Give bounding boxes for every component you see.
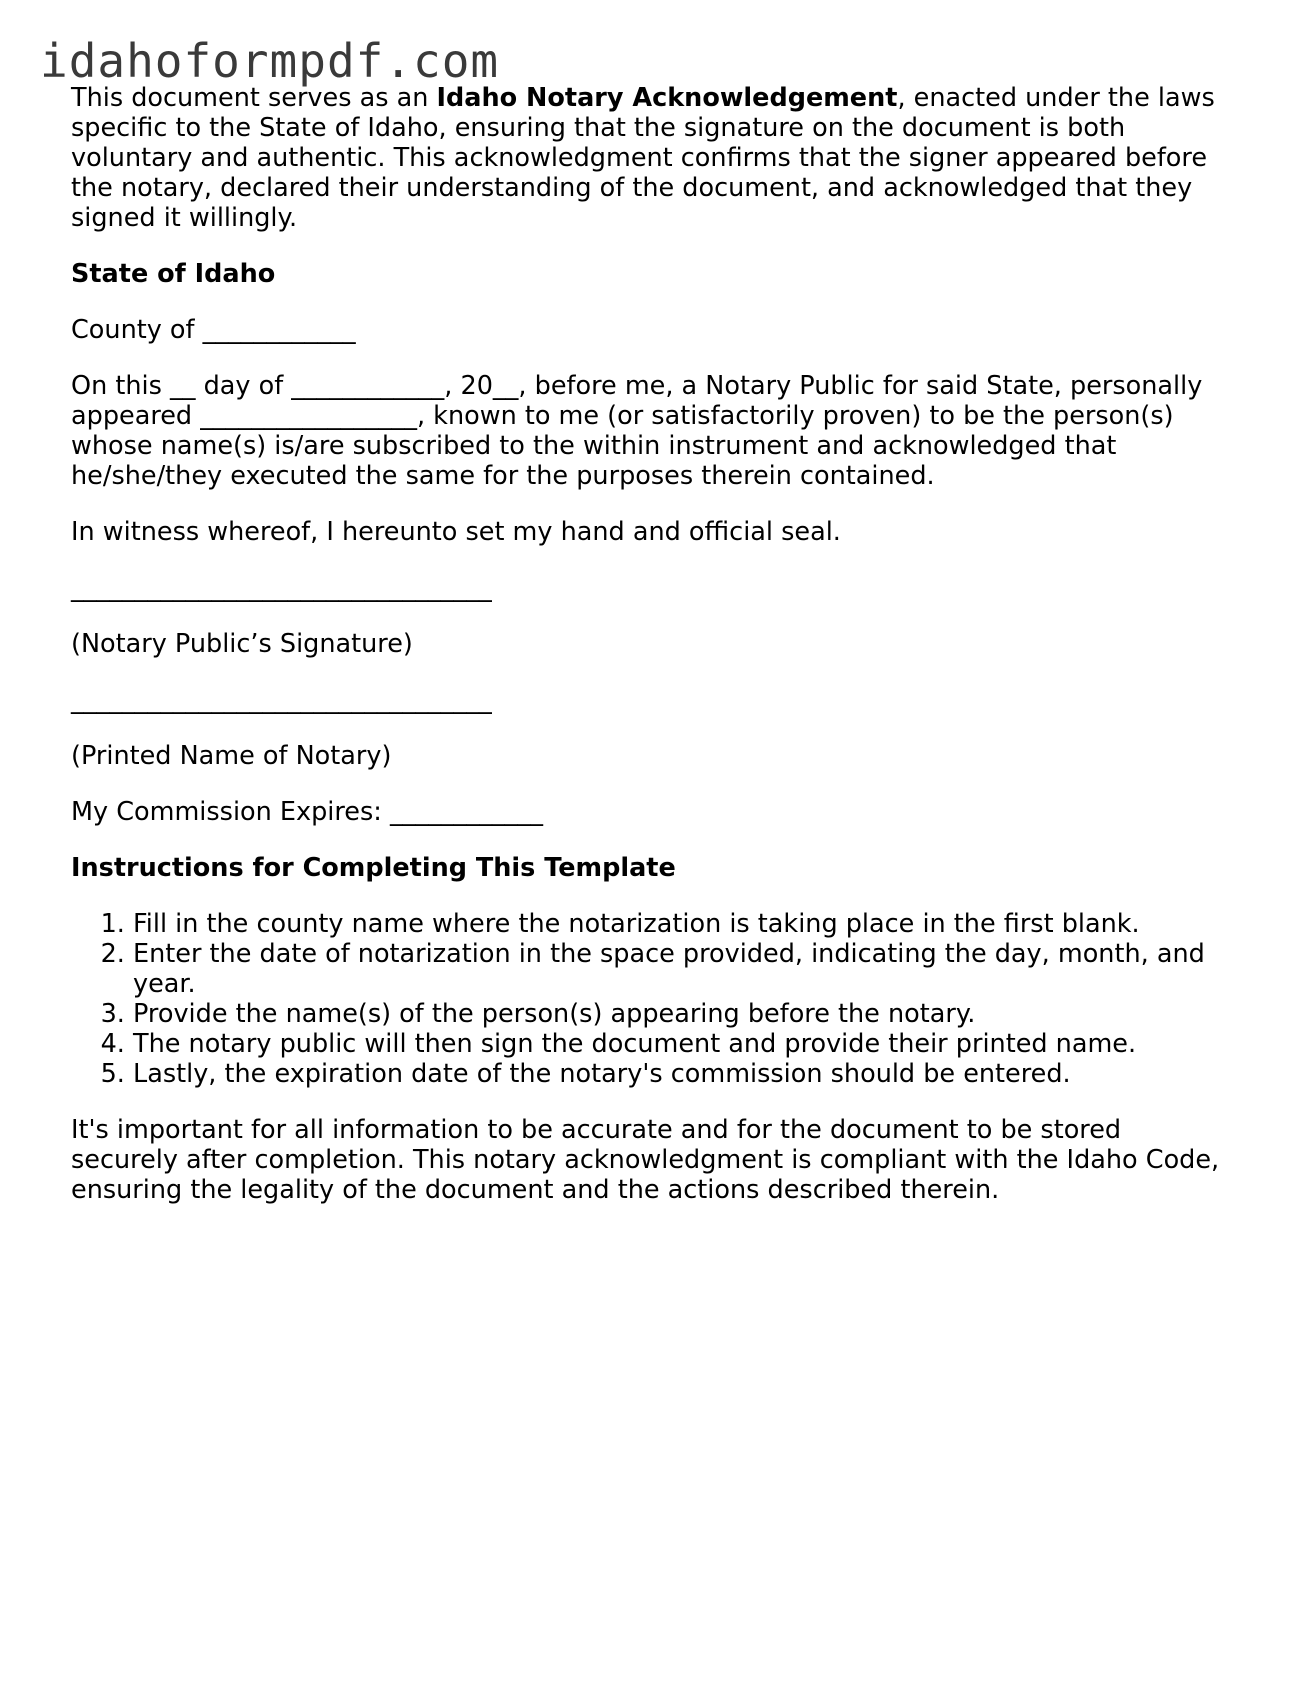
county-line: County of ____________: [71, 315, 356, 345]
instructions-heading: Instructions for Completing This Template: [71, 853, 676, 883]
document-body: [71, 83, 1231, 1231]
acknowledgement-paragraph: On this __ day of ____________, 20__, before me, a Notary Public for said State, personally appeared _________________, known to me (or satisfactorily proven) to be the person(s) whose name(s) is/are subscribed to the within instrument and acknowledged that he/she/they executed the same for the purposes therein contained.: [71, 371, 1203, 491]
instruction-item: 5. Lastly, the expiration date of the notary's commission should be entered.: [133, 1059, 1231, 1089]
intro-text-start: This document serves as an: [71, 83, 437, 113]
closing-paragraph: It's important for all information to be accurate and for the document to be stored securely after completion. This notary acknowledgment is compliant with the Idaho Code, ensuring the legality of the document and the actions described therein.: [71, 1115, 1220, 1205]
signature-label: (Notary Public’s Signature): [71, 629, 413, 659]
instruction-item: 1. Fill in the county name where the notarization is taking place in the first blank.: [133, 909, 1231, 939]
instruction-item: 2. Enter the date of notarization in the space provided, indicating the day, month, and year.: [133, 939, 1231, 999]
intro-form-name: Idaho Notary Acknowledgement: [436, 83, 898, 113]
signature-blank: _________________________________: [71, 573, 492, 603]
instruction-item: 4. The notary public will then sign the document and provide their printed name.: [133, 1029, 1231, 1059]
instructions-list: [71, 909, 1231, 1089]
printed-name-label: (Printed Name of Notary): [71, 741, 392, 771]
witness-line: In witness whereof, I hereunto set my hand and official seal.: [71, 517, 841, 547]
site-watermark: idahoformpdf.com: [40, 34, 500, 88]
intro-text-end: , enacted under the laws specific to the State of Idaho, ensuring that the signature on the document is both voluntary and authentic. This acknowledgment confirms that the signer appeared before the notary, declared their understanding of the document, and acknowledged that they signed it willingly.: [71, 83, 1215, 233]
instruction-item: 3. Provide the name(s) of the person(s) appearing before the notary.: [133, 999, 1231, 1029]
commission-line: My Commission Expires: ____________: [71, 797, 543, 827]
intro-paragraph: [71, 83, 1231, 233]
printed-name-blank: _________________________________: [71, 685, 492, 715]
state-heading: State of Idaho: [71, 259, 276, 289]
